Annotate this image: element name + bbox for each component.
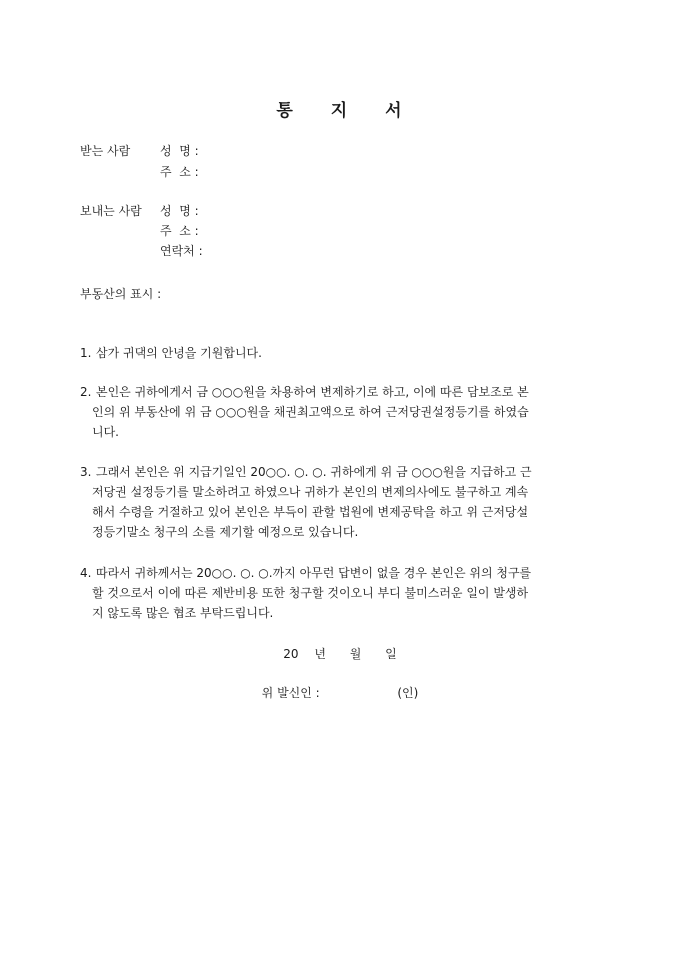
paragraph-number: 2. [80, 385, 92, 399]
sender-name-label: 성 명 : [160, 204, 199, 218]
paragraph-line: 할 것으로서 이에 따른 제반비용 또한 청구할 것이오니 부디 불미스러운 일이 발생하 [92, 586, 529, 600]
title-char: 통 [276, 101, 295, 121]
paragraph-line: 저당권 설정등기를 말소하려고 하였으나 귀하가 본인의 변제의사에도 불구하고 계속 [92, 485, 529, 499]
title-char: 지 [330, 101, 350, 121]
sender-address-row [0, 223, 680, 239]
date-year-unit: 년 [314, 647, 326, 661]
recipient-address-label: 주 소 : [160, 165, 199, 179]
paragraph-line: 그래서 본인은 위 지급기일인 20○○. ○. ○. 귀하에게 위 금 ○○○원을 지급하고 근 [96, 465, 532, 479]
recipient-address-row [0, 164, 680, 180]
paragraph-number: 1. [80, 346, 92, 360]
paragraph-line: 니다. [92, 425, 119, 439]
paragraph-line: 삼가 귀댁의 안녕을 기원합니다. [96, 346, 262, 360]
paragraph-line: 본인은 귀하에게서 금 ○○○원을 차용하여 변제하기로 하고, 이에 따른 담보조로 본 [96, 385, 529, 399]
paragraph-line: 인의 위 부동산에 위 금 ○○○원을 채권최고액으로 하여 근저당권설정등기를 하였습 [92, 405, 529, 419]
document-title [0, 96, 680, 121]
sender-contact-row [0, 243, 680, 259]
recipient-group-label: 받는 사람 [80, 144, 131, 158]
paragraph-line: 지 않도록 많은 협조 부탁드립니다. [92, 606, 274, 620]
title-char: 서 [385, 101, 404, 121]
property-label: 부동산의 표시 : [80, 287, 162, 301]
document-date [0, 645, 680, 662]
recipient-name-row [0, 143, 680, 159]
paragraph-2 [80, 382, 600, 442]
paragraph-line: 따라서 귀하께서는 20○○. ○. ○.까지 아무런 답변이 없을 경우 본인은 위의 청구를 [96, 566, 532, 580]
sender-contact-label: 연락처 : [160, 244, 203, 258]
sender-group-label: 보내는 사람 [80, 204, 142, 218]
date-day-unit: 일 [385, 647, 397, 661]
recipient-name-label: 성 명 : [160, 144, 199, 158]
date-month-unit: 월 [349, 647, 362, 661]
paragraph-line: 정등기말소 청구의 소를 제기할 예정으로 있습니다. [92, 525, 359, 539]
paragraph-number: 3. [80, 465, 92, 479]
paragraph-number: 4. [80, 566, 92, 580]
sender-address-label: 주 소 : [160, 224, 199, 238]
signature-label: 위 발신인 : [261, 686, 320, 700]
paragraph-4 [80, 563, 600, 623]
sender-name-row [0, 203, 680, 219]
paragraph-line: 해서 수령을 거절하고 있어 본인은 부득이 관할 법원에 변제공탁을 하고 위 근저당설 [92, 505, 529, 519]
date-year: 20 [283, 647, 299, 661]
signature-line [0, 684, 680, 701]
paragraph-3 [80, 462, 600, 542]
paragraph-1 [80, 343, 600, 363]
signature-seal: (인) [397, 686, 419, 700]
